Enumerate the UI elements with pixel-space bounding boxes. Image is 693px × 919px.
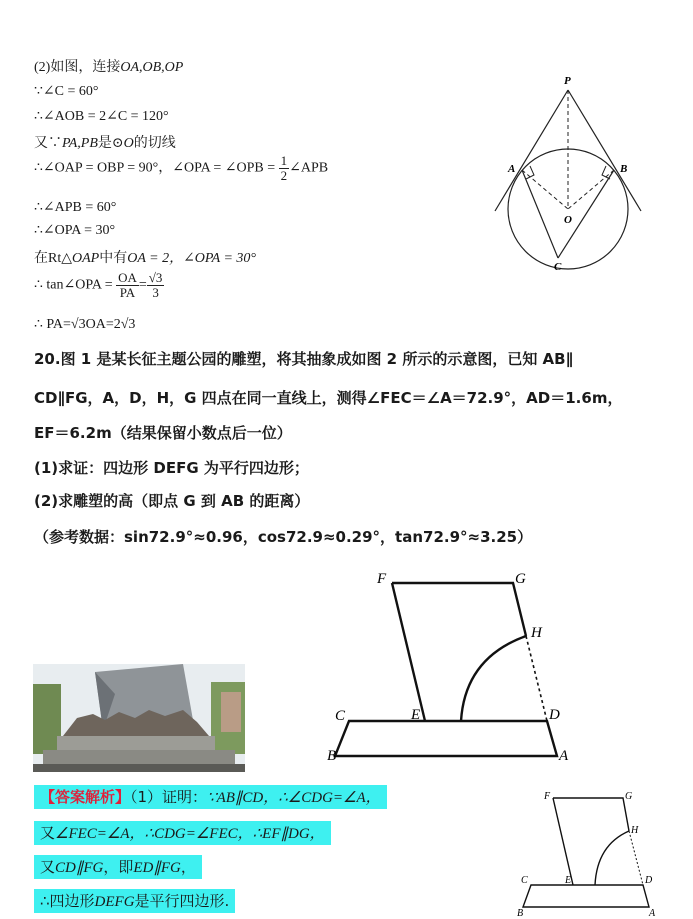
label-a: A — [559, 748, 569, 763]
edge-hd-dotted — [526, 636, 547, 721]
edge-hd-dotted — [629, 831, 643, 885]
solution-text: = — [138, 277, 147, 293]
label-p: P — [564, 75, 571, 87]
label-e: E — [565, 875, 572, 886]
solution-line-5 — [34, 154, 328, 183]
small-sculpture-diagram — [515, 785, 665, 919]
fraction-num: √3 — [148, 270, 163, 285]
fraction-num: OA — [118, 270, 137, 285]
label-h: H — [531, 625, 542, 641]
answer-tag: 【答案解析】 — [40, 788, 131, 806]
solution-line-1 — [34, 56, 183, 76]
solution-text: 的切线 — [133, 136, 176, 151]
label-h: H — [631, 825, 639, 836]
label-g: G — [515, 571, 526, 587]
sculpture-photo — [33, 664, 245, 772]
fraction-oa-pa — [116, 271, 139, 300]
solution-text: 是⊙ — [97, 136, 124, 151]
solution-math: O — [123, 136, 134, 151]
question-2: (2)求雕塑的高（即点 G 到 AB 的距离） — [34, 492, 310, 510]
solution-line-2: ∵∠C = 60° — [34, 84, 99, 99]
answer-highlight — [34, 889, 235, 913]
label-d: D — [645, 875, 653, 886]
solution-line-4 — [34, 132, 176, 152]
question-1: (1)求证：四边形 DEFG 为平行四边形； — [34, 459, 309, 477]
label-f: F — [377, 571, 387, 587]
answer-math: ∠FEC=∠A，∴CDG=∠FEC，∴EF∥DG， — [55, 826, 325, 842]
edge-fe — [553, 798, 573, 885]
problem-line-3: EF＝6.2m（结果保留小数点后一位） — [34, 424, 292, 442]
solution-math: OA = 2，∠OPA = 30° — [127, 251, 257, 266]
label-b: B — [517, 908, 524, 919]
label-a: A — [508, 163, 516, 175]
base-cdab — [335, 721, 557, 756]
answer-text: 是平行四边形. — [134, 892, 230, 910]
label-d: D — [549, 707, 560, 723]
solution-math: OAP — [72, 251, 100, 266]
line-ao — [522, 170, 568, 209]
answer-line-2 — [34, 822, 331, 843]
answer-text: ， — [180, 858, 196, 876]
line-bo — [568, 170, 614, 209]
label-f: F — [544, 791, 551, 802]
solution-text: 在Rt△ — [34, 251, 72, 266]
solution-line-7: ∴∠OPA = 30° — [34, 223, 116, 238]
solution-math: OA,OB,OP — [120, 60, 184, 75]
right-angle-b — [602, 166, 610, 179]
label-a: A — [649, 908, 656, 919]
answer-line-3 — [34, 856, 202, 877]
edge-f-g-h — [392, 583, 526, 636]
solution-text: 中有 — [99, 251, 128, 266]
label-o: O — [564, 214, 572, 226]
line-ac — [522, 170, 558, 258]
answer-text: （1）证明： — [130, 788, 208, 806]
solution-line-6: ∴∠APB = 60° — [34, 200, 117, 215]
answer-highlight — [34, 785, 387, 809]
solution-text: (2)如图，连接 — [34, 60, 121, 75]
right-angle-a — [526, 166, 534, 179]
answer-text: 又 — [40, 824, 56, 842]
label-e: E — [411, 707, 421, 723]
fraction-num: 1 — [280, 153, 288, 168]
problem-line-2: CD∥FG，A，D，H，G 四点在同一直线上，测得∠FEC＝∠A＝72.9°，AD＝1.6m， — [34, 389, 623, 407]
sculpture-diagram — [325, 563, 575, 763]
answer-line-1 — [34, 786, 387, 807]
solution-text: 又∵ — [34, 136, 62, 151]
label-b: B — [620, 163, 628, 175]
label-g: G — [625, 791, 633, 802]
answer-line-4 — [34, 890, 235, 911]
edge-f-g-h — [553, 798, 629, 831]
solution-line-8 — [34, 247, 256, 267]
base-cdab — [523, 885, 649, 907]
solution-text: ∠APB — [289, 160, 329, 176]
label-c: C — [554, 261, 562, 273]
fraction-den: 3 — [152, 285, 159, 300]
reference-data: （参考数据：sin72.9°≈0.96，cos72.9≈0.29°，tan72.9°≈3.25） — [34, 528, 533, 546]
solution-math: PA,PB — [62, 136, 98, 151]
label-b: B — [327, 748, 337, 763]
solution-line-9 — [34, 271, 164, 300]
solution-line-10: ∴ PA=√3OA=2√3 — [34, 317, 136, 332]
label-c: C — [521, 875, 528, 886]
answer-highlight — [34, 821, 331, 845]
solution-line-3: ∴∠AOB = 2∠C = 120° — [34, 109, 169, 124]
edge-fe — [392, 583, 425, 721]
fraction-root3 — [147, 271, 165, 300]
fraction-den: 2 — [280, 168, 288, 183]
answer-text: ，即 — [103, 858, 134, 876]
fraction-den: PA — [119, 285, 136, 300]
answer-highlight — [34, 855, 202, 879]
arc-h — [595, 831, 629, 885]
answer-text: ∴四边形 — [40, 892, 95, 910]
answer-math: ∵AB∥CD，∴∠CDG=∠A， — [207, 790, 381, 806]
solution-text: ∴∠OAP = OBP = 90°，∠OPA = ∠OPB = — [34, 160, 276, 176]
solution-text: ∴ tan∠OPA = — [34, 277, 113, 293]
answer-math: DEFG — [94, 894, 135, 910]
arc-h — [461, 636, 526, 721]
label-c: C — [335, 708, 346, 724]
answer-text: 又 — [40, 858, 56, 876]
circle-tangent-figure — [490, 68, 650, 273]
problem-line-1: 20.图 1 是某长征主题公园的雕塑，将其抽象成如图 2 所示的示意图，已知 AB∥ — [34, 350, 574, 368]
answer-math: ED∥FG — [133, 860, 181, 876]
fraction-half — [279, 154, 290, 183]
answer-math: CD∥FG — [55, 860, 104, 876]
